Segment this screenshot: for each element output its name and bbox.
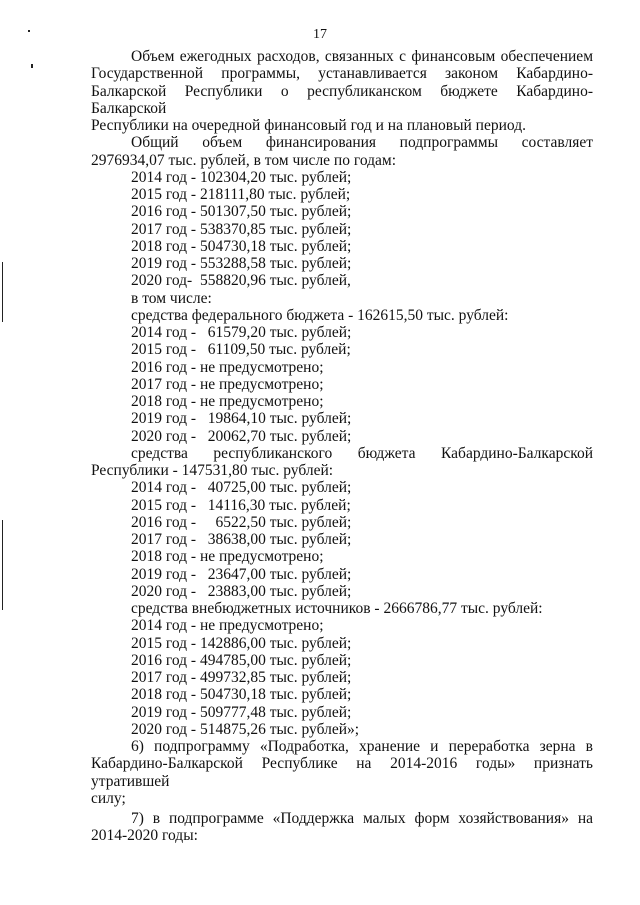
year-entry: 2015 год - 61109,50 тыс. рублей; (131, 341, 351, 359)
paragraph-line: 2976934,07 тыс. рублей, в том числе по годам: (91, 151, 397, 169)
year-entry: 2016 год - 501307,50 тыс. рублей; (131, 203, 352, 221)
scan-mark (31, 64, 33, 68)
year-entry: 2015 год - 218111,80 тыс. рублей; (131, 186, 351, 203)
year-entry: 2019 год - 553288,58 тыс. рублей; (131, 255, 352, 272)
scan-mark (2, 520, 3, 610)
year-entry: 2019 год - 509777,48 тыс. рублей; (131, 703, 352, 721)
year-entry: 2015 год - 142886,00 тыс. рублей; (131, 634, 352, 652)
item-6-line: 6) подпрограмму «Подработка, хранение и переработка зерна в (131, 738, 593, 755)
year-entry: 2018 год - 504730,18 тыс. рублей; (131, 686, 352, 704)
document-body (91, 48, 593, 845)
paragraph-line: Государственной программы, устанавливается законом Кабардино- (91, 65, 593, 83)
paragraph-line: Общий объем финансирования подпрограммы составляет (131, 134, 593, 152)
year-entry: 2019 год - 19864,10 тыс. рублей; (131, 410, 352, 428)
including-label: в том числе: (131, 289, 212, 307)
item-6-line: силу; (91, 789, 126, 807)
year-entry: 2019 год - 23647,00 тыс. рублей; (131, 565, 352, 583)
paragraph-line: Республики на очередной финансовый год и на плановый период. (91, 117, 526, 134)
paragraph-line: Объем ежегодных расходов, связанных с финансовым обеспечением (131, 48, 593, 65)
republican-heading: Республики - 147531,80 тыс. рублей: (91, 462, 334, 479)
year-entry: 2017 год - 499732,85 тыс. рублей; (131, 669, 352, 686)
republican-heading: средства республиканского бюджета Кабардино-Балкарской (131, 444, 593, 462)
year-entry: 2018 год - не предусмотрено; (131, 548, 324, 566)
year-entry: 2017 год - не предусмотрено; (131, 375, 324, 393)
scan-mark (2, 262, 3, 322)
year-entry: 2020 год - 20062,70 тыс. рублей; (131, 427, 352, 445)
year-entry: 2017 год - 38638,00 тыс. рублей; (131, 531, 352, 548)
paragraph-line: Балкарской Республики о республиканском бюджете Кабардино-Балкарской (91, 82, 593, 117)
year-entry: 2020 год- 558820,96 тыс. рублей, (131, 272, 351, 290)
year-entry: 2014 год - 61579,20 тыс. рублей; (131, 324, 352, 341)
item-7-line: 7) в подпрограмме «Поддержка малых форм хозяйствования» на (131, 810, 593, 827)
item-6-line: Кабардино-Балкарской Республике на 2014-2016 годы» признать утратившей (91, 755, 593, 790)
year-entry: 2017 год - 538370,85 тыс. рублей; (131, 220, 352, 238)
year-entry: 2015 год - 14116,30 тыс. рублей; (131, 496, 351, 514)
year-entry: 2014 год - 40725,00 тыс. рублей; (131, 479, 352, 497)
extrabudgetary-heading: средства внебюджетных источников - 2666786,77 тыс. рублей: (131, 600, 543, 617)
year-entry: 2018 год - 504730,18 тыс. рублей; (131, 237, 352, 255)
year-entry: 2020 год - 23883,00 тыс. рублей; (131, 582, 352, 600)
year-entry: 2016 год - 494785,00 тыс. рублей; (131, 651, 352, 669)
year-entry: 2014 год - не предусмотрено; (131, 617, 324, 635)
year-entry: 2016 год - 6522,50 тыс. рублей; (131, 513, 352, 531)
federal-heading: средства федерального бюджета - 162615,50 тыс. рублей: (131, 306, 509, 324)
year-entry: 2020 год - 514875,26 тыс. рублей»; (131, 720, 360, 738)
year-entry: 2016 год - не предусмотрено; (131, 358, 324, 376)
item-7-line: 2014-2020 годы: (91, 827, 198, 845)
page-number: 17 (313, 27, 327, 42)
year-entry: 2014 год - 102304,20 тыс. рублей; (131, 168, 352, 186)
year-entry: 2018 год - не предусмотрено; (131, 393, 324, 410)
